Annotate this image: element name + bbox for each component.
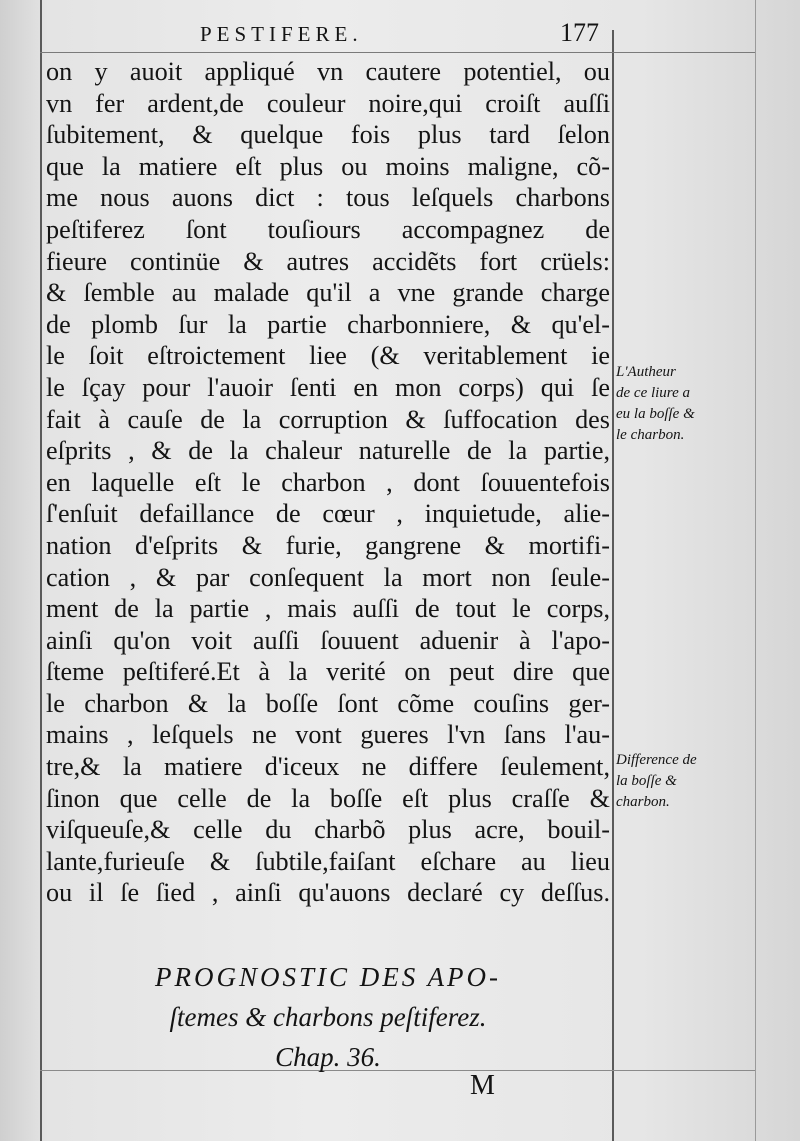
text-line: ſ'enſuit defaillance de cœur , inquietude, alie- xyxy=(46,499,610,529)
margin-note-line: la boſſe & xyxy=(616,773,677,789)
left-rule-line xyxy=(40,0,42,1141)
text-line: le charbon & la boſſe ſont cõme couſins ger- xyxy=(46,688,610,718)
text-line: cation , & par conſequent la mort non ſeule- xyxy=(46,562,610,592)
text-line: ou il ſe ſied , ainſi qu'auons declaré cy deſſus. xyxy=(46,878,610,908)
chapter-heading xyxy=(46,957,610,1077)
running-head: PESTIFERE. xyxy=(200,22,363,46)
margin-note-line: charbon. xyxy=(616,794,670,810)
text-line: le ſçay pour l'auoir ſenti en mon corps) qui ſe xyxy=(46,372,610,402)
chapter-number: Chap. 36. xyxy=(275,1042,381,1072)
text-line: ſinon que celle de la boſſe eſt plus craſſe & xyxy=(46,783,610,813)
text-line: nation d'eſprits & furie, gangrene & mortifi- xyxy=(46,530,610,560)
text-line: de plomb ſur la partie charbonniere, & qu'el- xyxy=(46,309,610,339)
text-line: ſubitement, & quelque fois plus tard ſelon xyxy=(46,120,610,150)
text-line: fieure continüe & autres accidẽts fort crüels: xyxy=(46,246,610,276)
header-rule-line xyxy=(40,52,755,53)
text-line: fait à cauſe de la corruption & ſuffocation des xyxy=(46,404,610,434)
text-line: peſtiferez ſont touſiours accompagnez de xyxy=(46,214,610,244)
text-line: mains , leſquels ne vont gueres l'vn ſans l'au- xyxy=(46,720,610,750)
text-line: que la matiere eſt plus ou moins maligne, cõ- xyxy=(46,151,610,181)
signature-mark: M xyxy=(470,1070,495,1101)
text-line: ainſi qu'on voit auſſi ſouuent aduenir à l'apo- xyxy=(46,625,610,655)
page-number: 177 xyxy=(560,18,599,47)
margin-note-line: Difference de xyxy=(616,752,697,768)
text-line: viſqueuſe,& celle du charbõ plus acre, bouil- xyxy=(46,815,610,845)
text-line: & ſemble au malade qu'il a vne grande charge xyxy=(46,278,610,308)
margin-note-line: eu la boſſe & xyxy=(616,406,695,422)
text-line: tre,& la matiere d'iceux ne differe ſeulement, xyxy=(46,752,610,782)
margin-note-difference xyxy=(616,750,751,813)
text-line: vn fer ardent,de couleur noire,qui croiſt auſſi xyxy=(46,88,610,118)
text-block-rule-line xyxy=(612,30,614,1141)
chapter-heading-line: ſtemes & charbons peſtiferez. xyxy=(169,1002,487,1032)
text-line: ſteme peſtiferé.Et à la verité on peut dire que xyxy=(46,657,610,687)
margin-note-line: le charbon. xyxy=(616,427,685,443)
chapter-heading-line: PROGNOSTIC DES APO- xyxy=(155,962,501,992)
margin-note-author xyxy=(616,362,751,446)
text-line: en laquelle eſt le charbon , dont ſouuentefois xyxy=(46,467,610,497)
main-text-block xyxy=(46,56,610,909)
text-line: lante,furieuſe & ſubtile,faiſant eſchare au lieu xyxy=(46,846,610,876)
margin-note-line: de ce liure a xyxy=(616,385,690,401)
text-line: me nous auons dict : tous leſquels charbons xyxy=(46,183,610,213)
text-line: eſprits , & de la chaleur naturelle de la partie, xyxy=(46,436,610,466)
text-line: ment de la partie , mais auſſi de tout le corps, xyxy=(46,594,610,624)
text-line: on y auoit appliqué vn cautere potentiel, ou xyxy=(46,57,610,86)
outer-rule-line xyxy=(755,0,756,1141)
margin-note-line: L'Autheur xyxy=(616,364,676,380)
text-line: le ſoit eſtroictement liee (& veritablement ie xyxy=(46,341,610,371)
